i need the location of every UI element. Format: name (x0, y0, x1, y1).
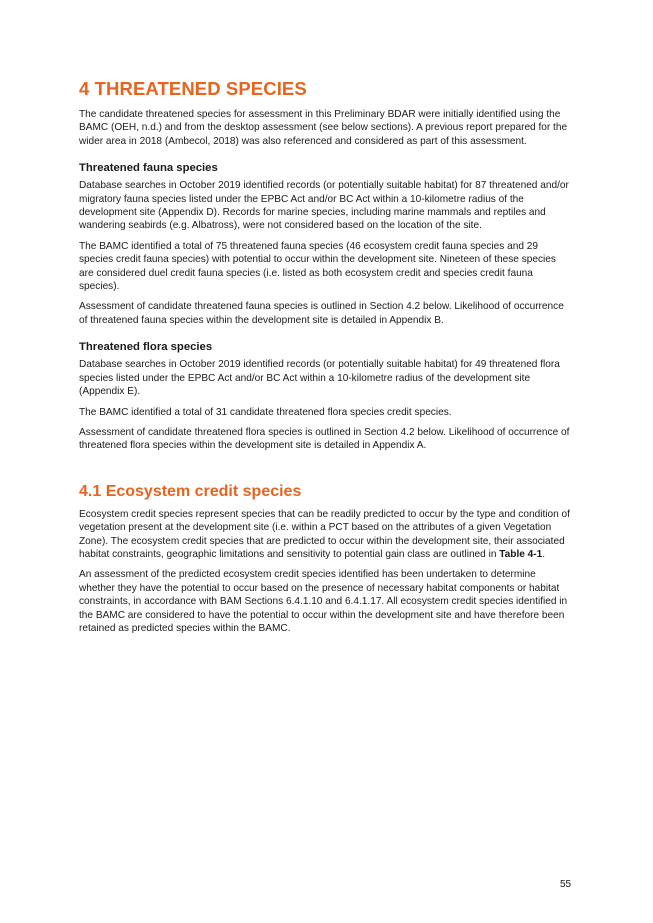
ecosystem-paragraph-2: An assessment of the predicted ecosystem credit species identified has been undertaken to determine whether they have the potential to occur based on the presence of necessary habitat components or habitat constraints, in accordance with BAM Sections 6.4.1.10 and 6.4.1.17. All ecosystem credit species identified in the BAMC are considered to have the potential to occur within the development site and have therefore been retained as predicted species within the BAMC. (79, 569, 568, 634)
table-reference: Table 4-1 (499, 548, 543, 560)
section-heading: 4 THREATENED SPECIES (79, 78, 307, 99)
fauna-paragraph-1: Database searches in October 2019 identified records (or potentially suitable habitat) for 87 threatened and/or migratory fauna species listed under the EPBC Act and/or BC Act within a 10-kilometre radius of the development site (Appendix D). Records for marine species, including marine mammals and reptiles and wandering seabirds (e.g. Albatross), were not considered based on the location of the site. (79, 180, 569, 232)
ecosystem-paragraph-1-text: Ecosystem credit species represent species that can be readily predicted to occur by the type and condition of vegetation present at the development site (i.e. within a PCT based on the attributes of a given Vegetation Zone). The ecosystem credit species that are predicted to occur within the development site, their associated habitat constraints, geographic limitations and sensitivity to potential gain class are outlined in (79, 508, 570, 560)
fauna-paragraph-3: Assessment of candidate threatened fauna species is outlined in Section 4.2 below. Likelihood of occurrence of threatened fauna species within the development site is detailed in Appendix B. (79, 301, 564, 326)
page-number: 55 (560, 879, 572, 890)
intro-paragraph: The candidate threatened species for assessment in this Preliminary BDAR were initially identified using the BAMC (OEH, n.d.) and from the desktop assessment (see below sections). A previous report prepared for the wider area in 2018 (Ambecol, 2018) was also referenced and considered as part of this assessment. (79, 109, 568, 147)
flora-subheading: Threatened flora species (79, 341, 213, 354)
flora-paragraph-3: Assessment of candidate threatened flora species is outlined in Section 4.2 below. Likelihood of occurrence of threatened flora species within the development site is detailed in Appendix A. (79, 426, 570, 452)
fauna-subheading: Threatened fauna species (79, 162, 218, 175)
document-page (79, 78, 573, 642)
subsection-heading: 4.1 Ecosystem credit species (79, 482, 302, 500)
flora-paragraph-1: Database searches in October 2019 identified records (or potentially suitable habitat) for 49 threatened flora species listed under the EPBC Act and/or BC Act within a 10-kilometre radius of the development site (Appendix E). (79, 359, 560, 398)
ecosystem-paragraph-1-end: . (542, 548, 546, 560)
flora-paragraph-2: The BAMC identified a total of 31 candidate threatened flora species credit species. (79, 406, 452, 418)
fauna-paragraph-2: The BAMC identified a total of 75 threatened fauna species (46 ecosystem credit fauna species and 29 species credit fauna species) with potential to occur within the development site. Nineteen of these species are considered duel credit fauna species (i.e. listed as both ecosystem credit and species credit fauna species). (79, 240, 556, 293)
ecosystem-paragraph-1 (79, 508, 573, 562)
